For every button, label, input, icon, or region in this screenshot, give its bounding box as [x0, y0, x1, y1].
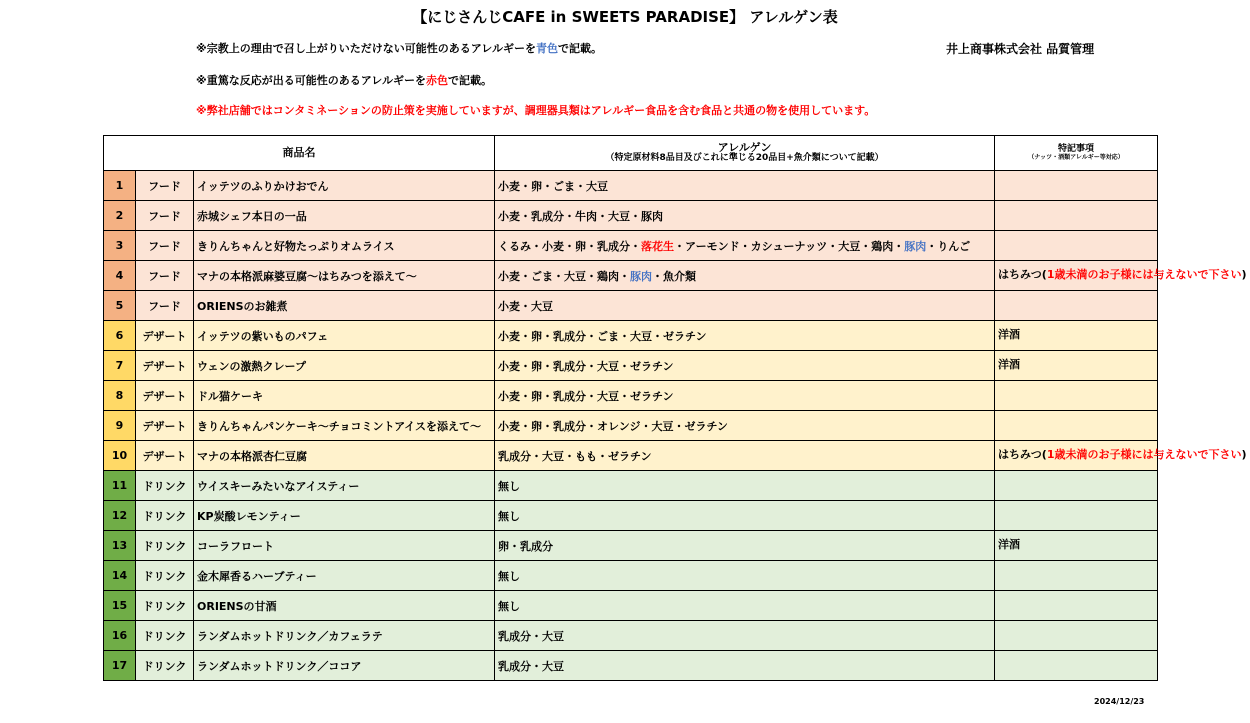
- allergen-text: ・魚介類: [652, 269, 697, 283]
- header-allergen: [495, 136, 995, 171]
- note-contamination: ※弊社店舗ではコンタミネーションの防止策を実施していますが、調理器具類はアレルギー食品を含む食品と共通の物を使用しています。: [196, 104, 876, 117]
- row-category: ドリンク: [136, 471, 194, 501]
- row-product-name: マナの本格派麻婆豆腐～はちみつを添えて～: [194, 261, 495, 291]
- note-text: ): [1241, 268, 1247, 282]
- row-category: デザート: [136, 411, 194, 441]
- row-number: 1: [104, 171, 136, 201]
- company-name: 井上商事株式会社 品質管理: [946, 42, 1095, 56]
- table-row: [104, 531, 1158, 561]
- row-product-name: きりんちゃんと好物たっぷりオムライス: [194, 231, 495, 261]
- note-text: はちみつ(: [998, 448, 1047, 462]
- row-allergens: [495, 261, 995, 291]
- row-allergens: 小麦・卵・乳成分・ごま・大豆・ゼラチン: [495, 321, 995, 351]
- row-number: 14: [104, 561, 136, 591]
- allergen-text: 小麦・ごま・大豆・鶏肉・: [498, 269, 631, 283]
- allergen-text: くるみ・小麦・卵・乳成分・: [498, 239, 642, 253]
- allergen-severe: 落花生: [641, 239, 675, 253]
- row-category: フード: [136, 171, 194, 201]
- table-row: [104, 651, 1158, 681]
- row-number: 12: [104, 501, 136, 531]
- row-special-note: 洋酒: [995, 531, 1158, 561]
- note-severe-pre: ※重篤な反応が出る可能性のあるアレルギーを: [196, 74, 426, 87]
- header-allergen-title: アレルゲン: [717, 141, 772, 154]
- row-special-note: [995, 231, 1158, 261]
- note-religious-pre: ※宗教上の理由で召し上がりいただけない可能性のあるアレルギーを: [196, 42, 536, 55]
- note-severe-post: で記載。: [447, 74, 492, 87]
- row-number: 16: [104, 621, 136, 651]
- table-header-row: [104, 136, 1158, 171]
- row-special-note: [995, 561, 1158, 591]
- row-category: ドリンク: [136, 651, 194, 681]
- allergen-religious: 豚肉: [630, 269, 653, 283]
- row-product-name: イッテツの紫いものパフェ: [194, 321, 495, 351]
- row-allergens: 小麦・卵・乳成分・大豆・ゼラチン: [495, 351, 995, 381]
- row-number: 5: [104, 291, 136, 321]
- row-category: ドリンク: [136, 531, 194, 561]
- row-special-note: [995, 261, 1247, 291]
- row-category: デザート: [136, 381, 194, 411]
- row-product-name: ドル猫ケーキ: [194, 381, 495, 411]
- note-religious-colored: 青色: [535, 42, 558, 55]
- row-product-name: ウイスキーみたいなアイスティー: [194, 471, 495, 501]
- row-allergens: 小麦・乳成分・牛肉・大豆・豚肉: [495, 201, 995, 231]
- row-category: デザート: [136, 321, 194, 351]
- row-special-note: 洋酒: [995, 351, 1158, 381]
- row-product-name: イッテツのふりかけおでん: [194, 171, 495, 201]
- row-allergens: 小麦・卵・乳成分・オレンジ・大豆・ゼラチン: [495, 411, 995, 441]
- header-product: 商品名: [104, 136, 495, 171]
- allergen-religious: 豚肉: [904, 239, 927, 253]
- row-allergens: 無し: [495, 501, 995, 531]
- row-allergens: 無し: [495, 561, 995, 591]
- row-special-note: [995, 291, 1158, 321]
- row-number: 3: [104, 231, 136, 261]
- header-allergen-sub: （特定原材料8品目及びこれに準じる20品目+魚介類について記載）: [605, 153, 884, 164]
- row-special-note: [995, 471, 1158, 501]
- table-row: [104, 321, 1158, 351]
- note-religious-post: で記載。: [557, 42, 602, 55]
- row-number: 2: [104, 201, 136, 231]
- allergen-text: ・りんご: [926, 239, 971, 253]
- row-product-name: ORIENSのお雑煮: [194, 291, 495, 321]
- row-allergens: 卵・乳成分: [495, 531, 995, 561]
- header-special-sub: （ナッツ・酒類アレルギー等対応）: [1028, 153, 1124, 161]
- row-category: フード: [136, 261, 194, 291]
- row-allergens: 乳成分・大豆・もも・ゼラチン: [495, 441, 995, 471]
- row-number: 9: [104, 411, 136, 441]
- row-category: ドリンク: [136, 561, 194, 591]
- row-allergens: 小麦・卵・乳成分・大豆・ゼラチン: [495, 381, 995, 411]
- row-category: デザート: [136, 351, 194, 381]
- note-severe: [196, 72, 492, 88]
- row-number: 15: [104, 591, 136, 621]
- table-row: [104, 351, 1158, 381]
- table-row: [104, 591, 1158, 621]
- row-allergens: 小麦・大豆: [495, 291, 995, 321]
- row-special-note: 洋酒: [995, 321, 1158, 351]
- row-product-name: ランダムホットドリンク／ココア: [194, 651, 495, 681]
- row-product-name: ORIENSの甘酒: [194, 591, 495, 621]
- row-allergens: 乳成分・大豆: [495, 651, 995, 681]
- row-number: 4: [104, 261, 136, 291]
- row-number: 10: [104, 441, 136, 471]
- note-warning: 1歳未満のお子様には与えないで下さい: [1046, 268, 1242, 282]
- table-row: [104, 471, 1158, 501]
- row-product-name: マナの本格派杏仁豆腐: [194, 441, 495, 471]
- row-allergens: 乳成分・大豆: [495, 621, 995, 651]
- row-number: 11: [104, 471, 136, 501]
- row-category: デザート: [136, 441, 194, 471]
- document-date: 2024/12/23: [1094, 697, 1145, 706]
- note-warning: 1歳未満のお子様には与えないで下さい: [1046, 448, 1242, 462]
- table-row: [104, 441, 1158, 471]
- header-special: [995, 136, 1158, 171]
- note-text: ): [1241, 448, 1247, 462]
- row-special-note: [995, 591, 1158, 621]
- row-category: フード: [136, 201, 194, 231]
- table-row: [104, 201, 1158, 231]
- table-row: [104, 501, 1158, 531]
- row-special-note: [995, 651, 1158, 681]
- row-special-note: [995, 621, 1158, 651]
- table-row: [104, 411, 1158, 441]
- row-product-name: きりんちゃんパンケーキ～チョコミントアイスを添えて～: [194, 411, 495, 441]
- row-number: 13: [104, 531, 136, 561]
- row-number: 17: [104, 651, 136, 681]
- row-product-name: 赤城シェフ本日の一品: [194, 201, 495, 231]
- row-special-note: [995, 381, 1158, 411]
- row-product-name: ランダムホットドリンク／カフェラテ: [194, 621, 495, 651]
- row-product-name: コーラフロート: [194, 531, 495, 561]
- page-title: 【にじさんじCAFE in SWEETS PARADISE】 アレルゲン表: [412, 8, 838, 26]
- row-special-note: [995, 411, 1158, 441]
- row-category: ドリンク: [136, 591, 194, 621]
- row-special-note: [995, 441, 1247, 471]
- row-product-name: KP炭酸レモンティー: [194, 501, 495, 531]
- table-row: [104, 291, 1158, 321]
- row-product-name: ウェンの激熱クレープ: [194, 351, 495, 381]
- table-row: [104, 621, 1158, 651]
- allergen-text: ・アーモンド・カシューナッツ・大豆・鶏肉・: [674, 239, 905, 253]
- allergen-table: [103, 135, 1247, 681]
- row-number: 6: [104, 321, 136, 351]
- note-text: はちみつ(: [998, 268, 1047, 282]
- row-category: ドリンク: [136, 501, 194, 531]
- row-allergens: 無し: [495, 471, 995, 501]
- table-row: [104, 381, 1158, 411]
- row-number: 8: [104, 381, 136, 411]
- row-allergens: 小麦・卵・ごま・大豆: [495, 171, 995, 201]
- row-special-note: [995, 501, 1158, 531]
- table-row: [104, 561, 1158, 591]
- table-row: [104, 171, 1158, 201]
- row-category: フード: [136, 231, 194, 261]
- note-religious: [196, 40, 602, 56]
- row-number: 7: [104, 351, 136, 381]
- row-allergens: 無し: [495, 591, 995, 621]
- row-product-name: 金木犀香るハーブティー: [194, 561, 495, 591]
- table-row: [104, 261, 1158, 291]
- row-category: ドリンク: [136, 621, 194, 651]
- table-row: [104, 231, 1158, 261]
- row-category: フード: [136, 291, 194, 321]
- row-allergens: [495, 231, 995, 261]
- row-special-note: [995, 171, 1158, 201]
- header-special-title: 特記事項: [1058, 143, 1095, 154]
- row-special-note: [995, 201, 1158, 231]
- note-severe-colored: 赤色: [425, 74, 448, 87]
